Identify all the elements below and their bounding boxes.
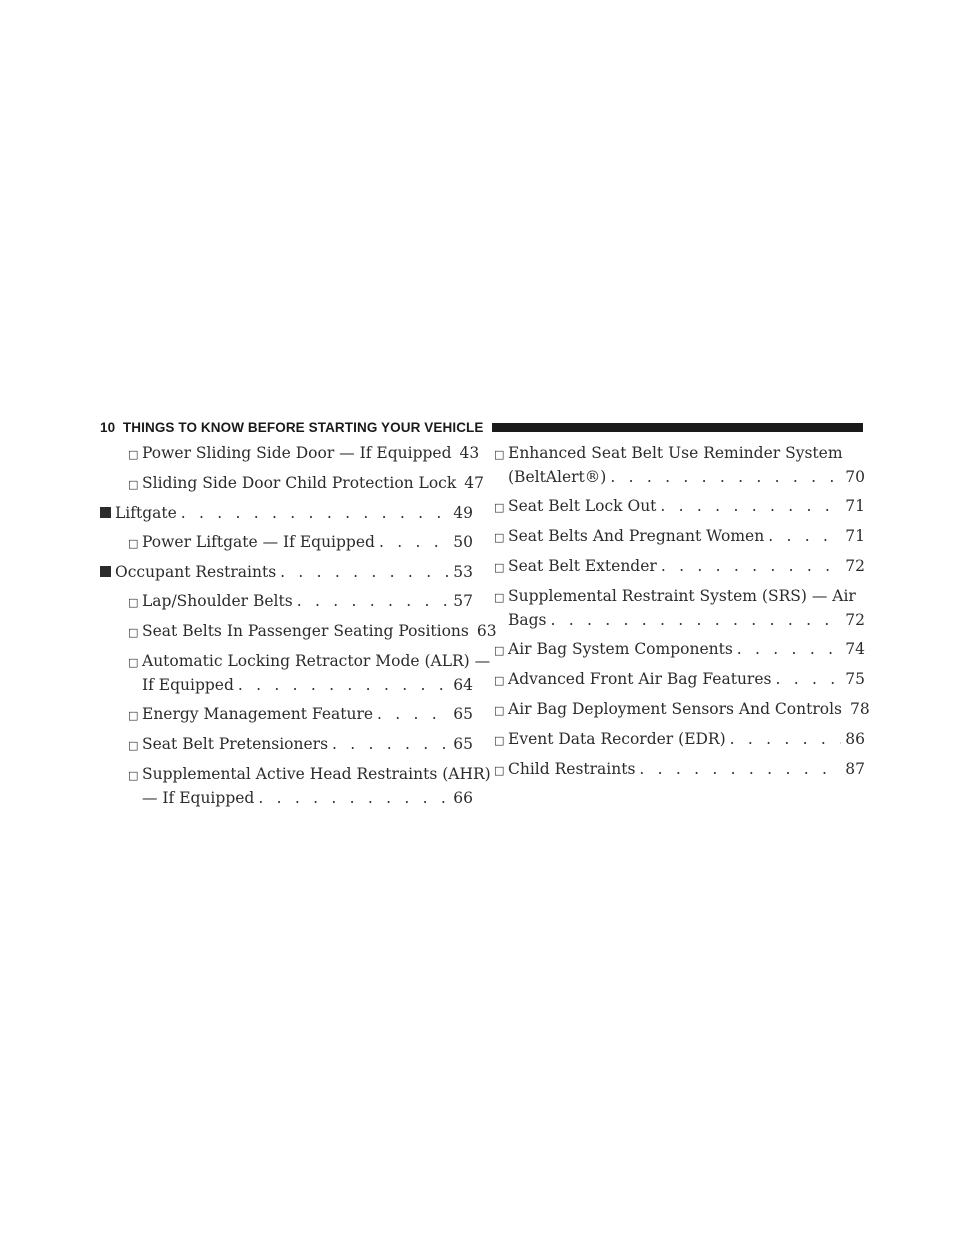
toc-entry-pregnant-women[interactable] (494, 525, 865, 549)
toc-entry-liftgate[interactable] (100, 502, 473, 525)
toc-entry-page: 86 (845, 730, 865, 748)
toc-entry-label: Air Bag Deployment Sensors And Controls (508, 700, 842, 718)
toc-entry-page: 63 (476, 622, 497, 640)
toc-entry-seat-belts-passenger-positions[interactable] (100, 620, 497, 644)
toc-entry-deployment-sensors[interactable] (494, 698, 870, 722)
toc-entry-seat-belt-lock-out[interactable] (494, 495, 865, 519)
toc-entry-page: 65 (453, 735, 473, 753)
hollow-square-icon: □ (494, 734, 505, 747)
toc-entry-label: Energy Management Feature (142, 705, 374, 723)
toc-entry-air-bag-components[interactable] (494, 638, 865, 662)
hollow-square-icon: □ (494, 501, 505, 514)
toc-entry-page: 78 (849, 700, 870, 718)
hollow-square-icon: □ (494, 644, 505, 657)
hollow-square-icon: □ (494, 531, 505, 544)
toc-entry-page: 75 (845, 670, 865, 688)
hollow-square-icon: □ (128, 739, 139, 752)
toc-entry-label-line2: — If Equipped (142, 789, 255, 807)
toc-entry-label-line1: Supplemental Active Head Restraints (AHR) (142, 765, 491, 783)
toc-entry-label: Power Liftgate — If Equipped (142, 533, 375, 551)
toc-entry-label: Advanced Front Air Bag Features (508, 670, 772, 688)
hollow-square-icon: □ (128, 448, 139, 461)
toc-entry-page: 66 (453, 789, 473, 807)
hollow-square-icon: □ (128, 656, 139, 669)
hollow-square-icon: □ (494, 448, 505, 461)
toc-entry-ahr[interactable] (100, 763, 491, 810)
header-rule (492, 423, 864, 432)
toc-entry-page: 43 (459, 444, 480, 462)
toc-entry-page: 71 (845, 527, 865, 545)
toc-entry-label-line2: Bags (508, 611, 547, 629)
toc-entry-label: Lap/Shoulder Belts (142, 592, 293, 610)
hollow-square-icon: □ (128, 537, 139, 550)
toc-entry-label: Liftgate (115, 504, 177, 522)
toc-entry-page: 65 (453, 705, 473, 723)
toc-entry-label-line2: (BeltAlert®) (508, 468, 607, 486)
page-header (100, 418, 863, 436)
toc-entry-page: 47 (464, 474, 484, 492)
hollow-square-icon: □ (494, 591, 505, 604)
header-text (100, 420, 484, 435)
toc-entry-label: Seat Belt Pretensioners (142, 735, 329, 753)
toc-entry-label: Occupant Restraints (115, 563, 277, 581)
toc-entry-page: 53 (453, 563, 473, 581)
hollow-square-icon: □ (494, 704, 505, 717)
toc-entry-page: 70 (845, 468, 865, 486)
toc-entry-page: 64 (453, 676, 473, 694)
hollow-square-icon: □ (494, 561, 505, 574)
toc-entry-label: Seat Belt Extender (508, 557, 657, 575)
toc-entry-advanced-front-air-bag[interactable] (494, 668, 865, 692)
toc-entry-page: 49 (453, 504, 473, 522)
toc-entry-power-liftgate[interactable] (100, 531, 473, 555)
toc-entry-seat-belt-extender[interactable] (494, 555, 865, 579)
toc-entry-label: Child Restraints (508, 760, 636, 778)
toc-entry-label: Seat Belts In Passenger Seating Positions (142, 622, 469, 640)
hollow-square-icon: □ (128, 626, 139, 639)
toc-entry-page: 72 (845, 611, 865, 629)
toc-entry-label-line1: Automatic Locking Retractor Mode (ALR) — (142, 652, 491, 670)
hollow-square-icon: □ (494, 674, 505, 687)
toc-entry-sliding-side-door-child-lock[interactable] (100, 472, 484, 496)
toc-entry-page: 87 (845, 760, 865, 778)
hollow-square-icon: □ (494, 764, 505, 777)
toc-entry-page: 72 (845, 557, 865, 575)
toc-entry-label: Seat Belt Lock Out (508, 497, 657, 515)
toc-entry-power-sliding-side-door[interactable] (100, 442, 480, 466)
toc-entry-page: 71 (845, 497, 865, 515)
toc-entry-alr-mode[interactable] (100, 650, 491, 697)
hollow-square-icon: □ (128, 769, 139, 782)
toc-left-column (100, 442, 497, 816)
toc-entry-label: Power Sliding Side Door — If Equipped (142, 444, 452, 462)
toc-entry-srs-air-bags[interactable] (494, 585, 865, 632)
toc-entry-beltalert[interactable] (494, 442, 865, 489)
toc-entry-label-line2: If Equipped (142, 676, 234, 694)
toc-entry-page: 74 (845, 640, 865, 658)
toc-entry-occupant-restraints[interactable] (100, 561, 473, 584)
toc-entry-label: Seat Belts And Pregnant Women (508, 527, 765, 545)
hollow-square-icon: □ (128, 596, 139, 609)
toc-entry-label: Air Bag System Components (508, 640, 733, 658)
toc-entry-event-data-recorder[interactable] (494, 728, 865, 752)
toc-entry-label: Sliding Side Door Child Protection Lock (142, 474, 457, 492)
chapter-title: THINGS TO KNOW BEFORE STARTING YOUR VEHICLE (122, 419, 484, 435)
hollow-square-icon: □ (128, 709, 139, 722)
toc-entry-page: 50 (453, 533, 473, 551)
page-number: 10 (100, 419, 116, 435)
toc-entry-energy-management[interactable] (100, 703, 473, 727)
toc-entry-lap-shoulder-belts[interactable] (100, 590, 473, 614)
filled-square-icon (100, 566, 111, 577)
toc-entry-child-restraints[interactable] (494, 758, 865, 782)
toc-entry-seat-belt-pretensioners[interactable] (100, 733, 473, 757)
toc-entry-label-line1: Supplemental Restraint System (SRS) — Air (508, 587, 856, 605)
toc-entry-label-line1: Enhanced Seat Belt Use Reminder System (508, 444, 843, 462)
filled-square-icon (100, 507, 111, 518)
hollow-square-icon: □ (128, 478, 139, 491)
toc-right-column (494, 442, 870, 788)
toc-entry-page: 57 (453, 592, 473, 610)
toc-entry-label: Event Data Recorder (EDR) (508, 730, 726, 748)
